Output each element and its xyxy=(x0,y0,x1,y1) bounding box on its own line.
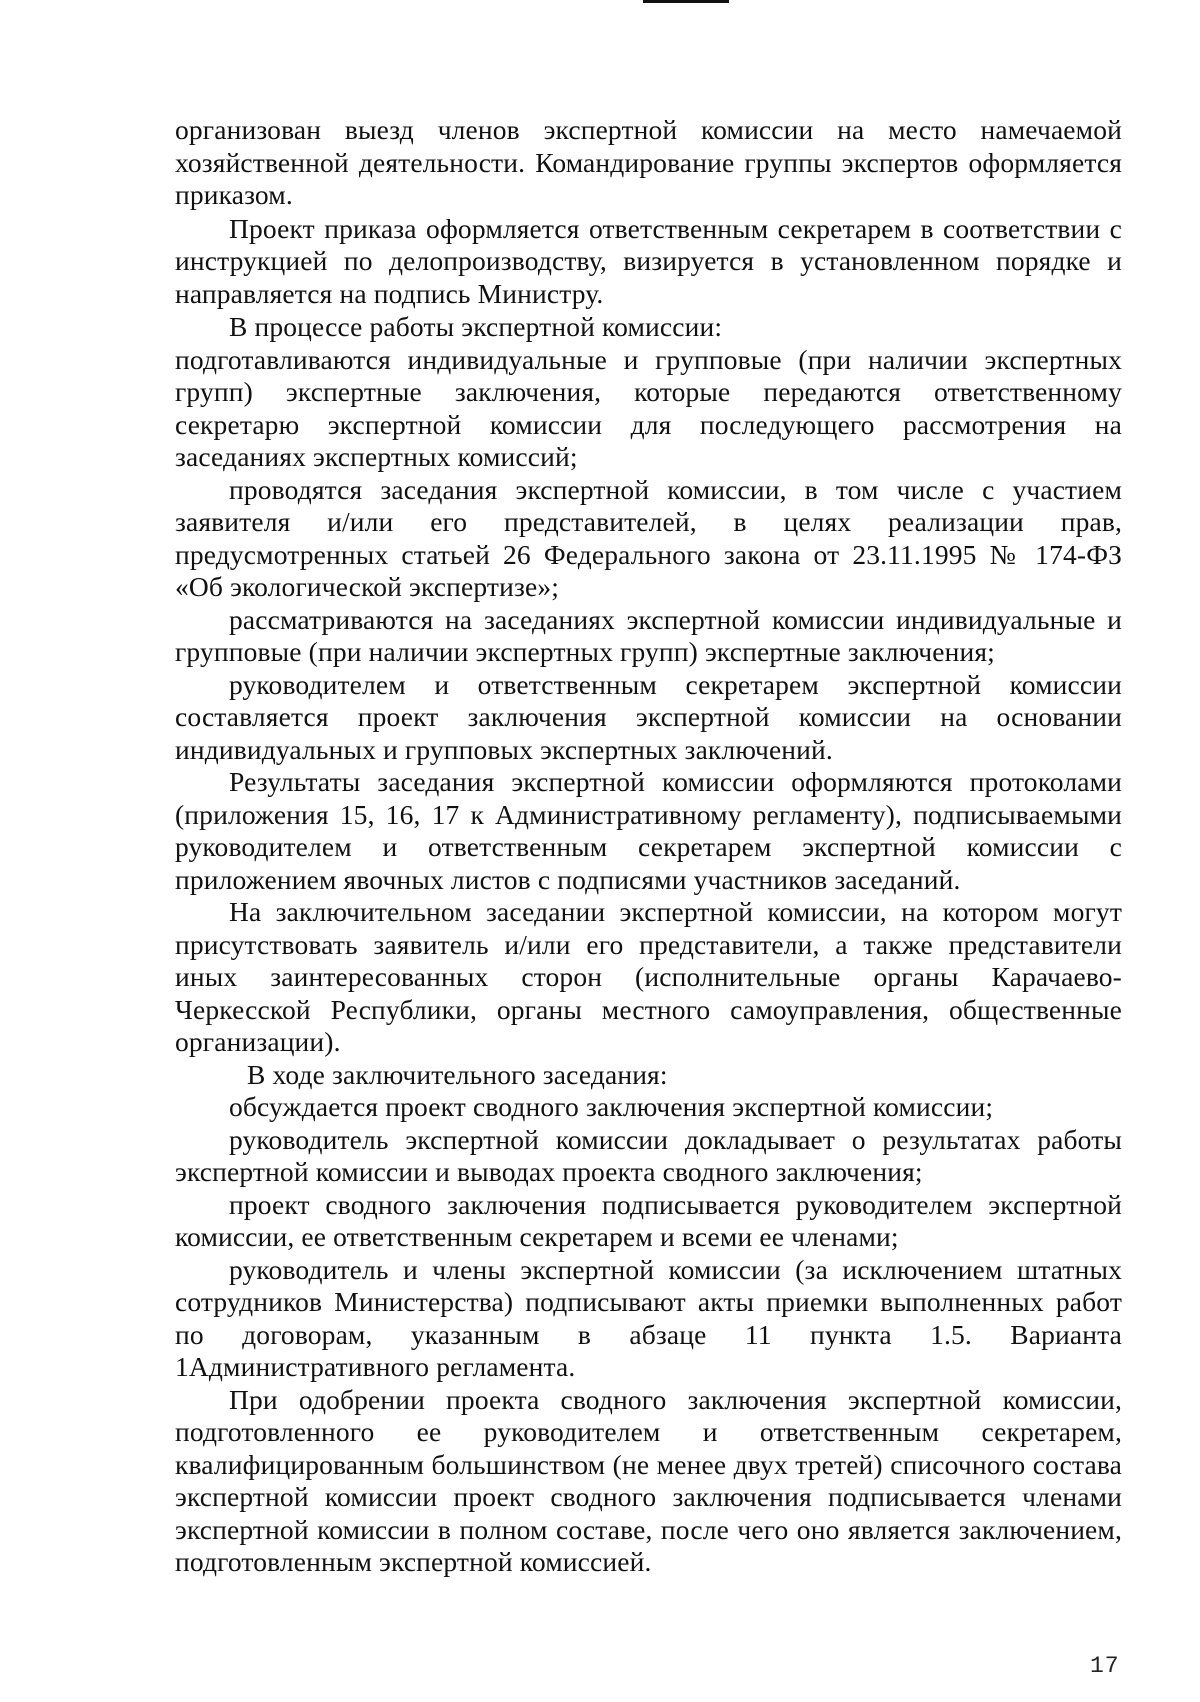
paragraph-meeting-results: Результаты заседания экспертной комиссии оформляются протоколами (приложения 15, 16, 17 к Административному регламенту), подписываемыми руководителем и ответственным секретарем экспертной комиссии с приложением явочных листов с подписями участников заседаний. xyxy=(175,766,1122,895)
paragraph-review-conclusions: рассматриваются на заседаниях экспертной комиссии индивидуальные и групповые (при наличии экспертных групп) экспертные заключения; xyxy=(175,603,1122,667)
paragraph-work-process-heading: В процессе работы экспертной комиссии: xyxy=(229,311,723,342)
paragraph-approval: При одобрении проекта сводного заключения экспертной комиссии, подготовленного ее руководителем и ответственным секретарем, квалифицированным большинством (не менее двух третей) списочного состава экспертной комиссии проект сводного заключения подписывается членами экспертной комиссии в полном составе, после чего оно является заключением, подготовленным экспертной комиссией. xyxy=(175,1383,1122,1577)
paragraph-report: руководитель экспертной комиссии докладывает о результатах работы экспертной комиссии и выводах проекта сводного заключения; xyxy=(175,1123,1122,1187)
paragraph-final-meeting: На заключительном заседании экспертной комиссии, на котором могут присутствовать заявитель и/или его представители, а также представители иных заинтересованных сторон (исполнительные органы Карачаево-Черкесской Республики, органы местного самоуправления, общественные организации). xyxy=(175,896,1122,1057)
page-number: 17 xyxy=(1090,1653,1120,1679)
paragraph-signing: проект сводного заключения подписывается руководителем экспертной комиссии, ее ответственным секретарем и всеми ее членами; xyxy=(175,1188,1122,1252)
header-rule xyxy=(643,0,729,3)
paragraph-draft-conclusion: руководителем и ответственным секретарем экспертной комиссии составляется проект заключения экспертной комиссии на основании индивидуальных и групповых экспертных заключений. xyxy=(175,668,1122,765)
paragraph-meetings: проводятся заседания экспертной комиссии, в том числе с участием заявителя и/или его представителей, в целях реализации прав, предусмотренных статьей 26 Федерального закона от 23.11.1995 № 174-ФЗ «Об экологической экспертизе»; xyxy=(175,473,1122,602)
paragraph-discussion: обсуждается проект сводного заключения экспертной комиссии; xyxy=(229,1091,994,1122)
paragraph-order-draft: Проект приказа оформляется ответственным секретарем в соответствии с инструкцией по делопроизводству, визируется в установленном порядке и направляется на подпись Министру. xyxy=(175,212,1122,309)
paragraph-travel-order: организован выезд членов экспертной комиссии на место намечаемой хозяйственной деятельности. Командирование группы экспертов оформляется приказом. xyxy=(175,114,1122,210)
document-body xyxy=(175,114,1122,1579)
paragraph-acceptance-acts: руководитель и члены экспертной комиссии (за исключением штатных сотрудников Министерства) подписывают акты приемки выполненных работ по договорам, указанным в абзаце 11 пункта 1.5. Варианта 1Административного регламента. xyxy=(175,1253,1122,1382)
paragraph-expert-conclusions: подготавливаются индивидуальные и групповые (при наличии экспертных групп) экспертные заключения, которые передаются ответственному секретарю экспертной комиссии для последующего рассмотрения на заседаниях экспертных комиссий; xyxy=(175,343,1122,472)
paragraph-final-meeting-heading: В ходе заключительного заседания: xyxy=(247,1058,668,1090)
